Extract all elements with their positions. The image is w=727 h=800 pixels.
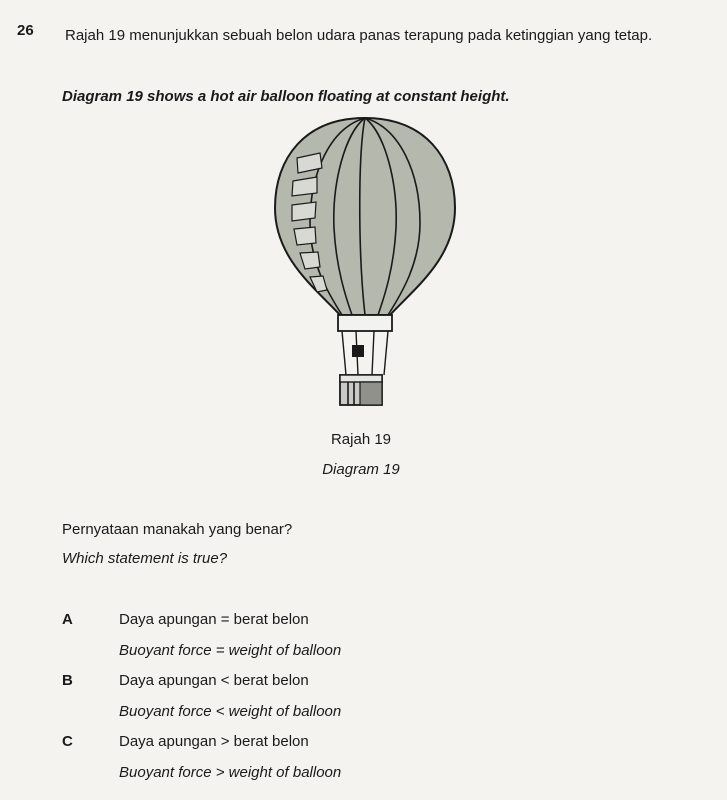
figure-caption-malay: Rajah 19 [330,431,392,448]
option-letter: B [62,672,73,689]
question-number: 26 [17,22,34,39]
balloon-cables [342,331,388,375]
option-a[interactable] [62,611,662,671]
prompt-malay: Pernyataan manakah yang benar? [62,521,293,538]
option-letter: A [62,611,73,628]
option-text-malay: Daya apungan = berat belon [119,611,309,628]
question-stem-malay: Rajah 19 menunjukkan sebuah belon udara panas terapung pada ketinggian yang tetap. [65,27,653,44]
balloon-burner [352,345,364,357]
option-text-english: Buoyant force > weight of balloon [119,764,342,781]
question-stem-english: Diagram 19 shows a hot air balloon floating at constant height. [62,88,510,105]
option-text-english: Buoyant force < weight of balloon [119,703,342,720]
prompt-english: Which statement is true? [62,550,228,567]
balloon-skirt [338,315,392,331]
figure-caption-english: Diagram 19 [322,461,400,478]
option-text-malay: Daya apungan > berat belon [119,733,309,750]
option-text-english: Buoyant force = weight of balloon [119,642,342,659]
option-letter: C [62,733,73,750]
option-c[interactable] [62,733,662,793]
option-b[interactable] [62,672,662,732]
hot-air-balloon-diagram [270,113,460,413]
option-text-malay: Daya apungan < berat belon [119,672,309,689]
